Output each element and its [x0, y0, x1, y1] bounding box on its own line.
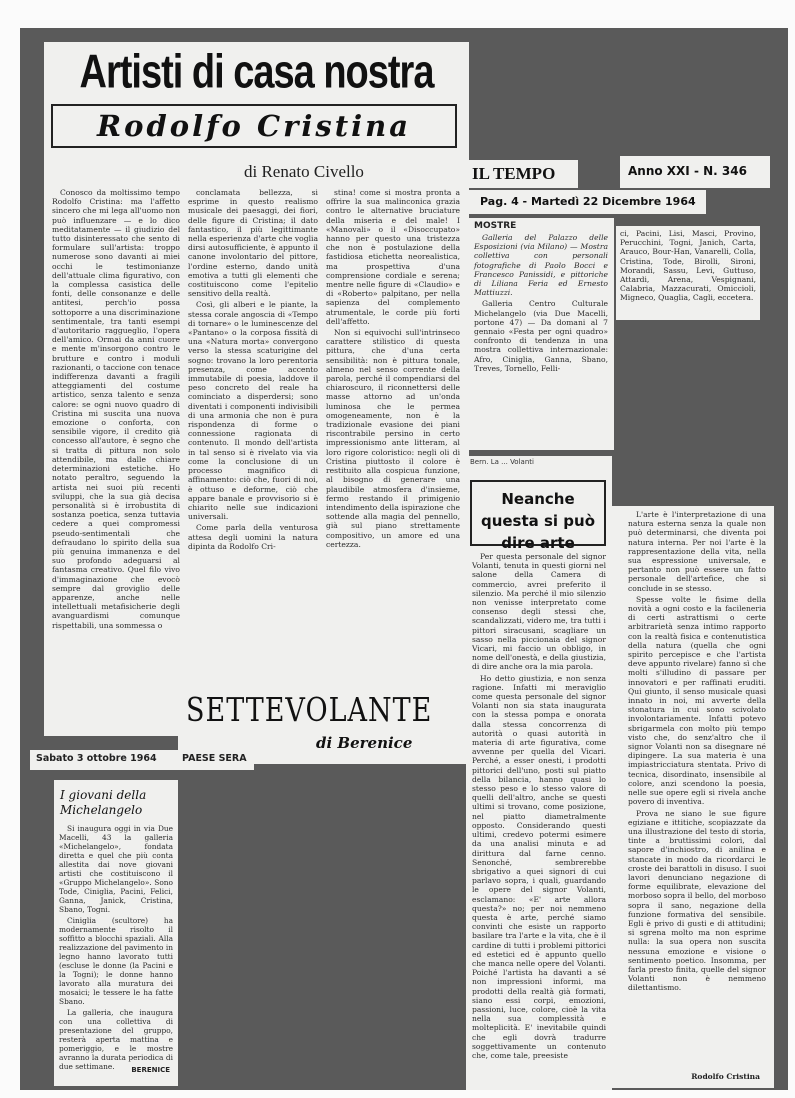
paesesera-signature: BERENICE: [131, 1066, 170, 1074]
tempo-date: Pag. 4 - Martedì 22 Dicembre 1964: [480, 195, 696, 208]
tempo-col1: Galleria del Palazzo delle Esposizioni (via Milano) — Mostra collettiva con personali fotografiche di Paolo Bocci e Francesco Panissidi, e pittoriche di Liliana Feria ed Ernesto Mattiuzzi. Galleria Centro Culturale Michelangelo (via Due Macelli, portone 47) — Da domani al 7 gennaio «Festa per ogni quadro» confronto di tendenza in una mostra collettiva internazionale: Afro, Ciniglia, Ganna, Sbano, Treves, Tornello, Felli-: [474, 233, 608, 373]
right-signature: Rodolfo Cristina: [691, 1072, 760, 1081]
tempo-issue: Anno XXI - N. 346: [628, 164, 747, 178]
right-column-clip: [610, 506, 774, 1088]
right-body: L'arte è l'interpretazione di una natura esterna senza la quale non può determinarsi, che diventa poi natura interna. Per noi l'arte è la rappresentazione della vita, nella sua espressione universale, e pertanto non può essere un fatto personale dell'artefice, che si conclude in se stesso. Spesse volte le fisime della novità a ogni costo e la facileneria di certi astrattismi o certe arbitrarietà senza intimo rapporto con la realtà fisica e contenutistica della natura (quella che ogni spirito percepisce e che l'artista deve appunto rivelare) fanno sì che molti s'illudino di passare per innovatori e per raffinati eruditi. Qui giunto, il senso musicale quasi innato in noi, mi avverte della stonatura in cui sono scivolato involontariamente. Infatti potevo sbrigarmela con molto più tempo visto che, do senz'altro che il signor Volanti non sa disegnare né dipingere. La sua materia è una impiastricciatura stentata. Privo di tecnica, disordinato, insensibile al colore, anzi scendono la poesia, nelle sue opere egli si rivela anche povero di inventiva. Prova ne siano le sue figure egiziane e ittitiche, scopiazzate da una illustrazione del testo di storia, tinte a bruttissimi colori, dal sapore d'inchiostro, di anilina e stancate in modo da ricordarci le croste dei barattoli in disuso. I suoi lavori denunciano negazione di forme equilibrate, elevazione del morboso sopra il bello, del morboso sopra il sano, negazione della funzione formativa del sensibile. Egli è privo di gusti e di attitudini; si sgrena molto ma non esprime nulla: la sua opera non suscita nessuna emozione e visione o sentimento poetico. Insomma, per farla presto finita, quelle del signor Volanti non è nemmeno dilettantismo.: [628, 510, 767, 993]
tempo-issue-strip: [620, 156, 770, 188]
settevolante-byline: di Berenice: [316, 734, 413, 752]
artisti-clipping: [44, 42, 469, 736]
artisti-col1: Conosco da moltissimo tempo Rodolfo Cristina: ma l'affetto sincero che mi lega all'uomo non può influenzare — e lo dico meditatamente — il giudizio del tutto disinteressato che sento di formulare sull'artista: troppo numerose sono davanti ai miei occhi le testimonianze dell'attuale clima figurativo, con la complessa casistica delle fonti, delle consonanze e delle antitesi, perch'io possa sottoporre a una discriminazione sentimentale, tra tanti esempi d'autoritario raggueglio, l'opera dell'amico. Ormai da anni cuore e mente m'insorgono contro le brutture e contro i moduli razionanti, o taccione con tenace indifferenza davanti a fragili atteggiamenti del costume artistico, senza talento e senza calore: se ogni nuovo quadro di Cristina mi suscita una nuova emozione o conforta, con sensibile vigore, il credito già concesso all'autore, è segno che si tratta di pittura non solo attendibile, ma dalle chiare determinazioni estetiche. Ho notato peraltro, seguendo la artista nei suoi più recenti sviluppi, che la sua già decisa personalità si è irrobustita di sostanza poetica, senza tuttavia cedere a quei compromessi pseudo-sentimentali che defraudano lo spirito della sua più genuina immanenza e del suo profondo adeguarsi al fantasma creativo. Quel filo vivo d'immaginazione che evocò sempre dal groviglio delle apparenze, anche nelle intellettuali metafisicherie degli avanguardismi comunque rispettabili, una sommessa o: [52, 188, 180, 630]
tempo-masthead-strip: [468, 160, 578, 188]
neanche-clip: [466, 456, 612, 1090]
subject-name: Rodolfo Cristina: [97, 109, 411, 143]
tempo-col2: ci, Pacini, Lisi, Masci, Provino, Perucchini, Togni, Janich, Carta, Arauco, Bour-Han, Vanarelli, Colla, Cristina, Tode, Birolli, Sironi, Morandi, Sassu, Levi, Guttuso, Attardi, Arena, Vespignani, Calabria, Mazzacurati, Omiccioli, Migneco, Quaglia, Cagli, eccetera.: [620, 229, 756, 303]
subject-box: [51, 104, 457, 148]
paesesera-date: Sabato 3 ottobre 1964: [36, 753, 157, 764]
settevolante-headline: SETTEVOLANTE: [186, 692, 433, 730]
paesesera-masthead: PAESE SERA: [182, 753, 247, 764]
tempo-section: MOSTRE: [474, 221, 517, 231]
artisti-headline: Artisti di casa nostra: [79, 46, 434, 99]
tempo-mostre-clip: [468, 218, 614, 450]
tempo-masthead: IL TEMPO: [472, 164, 556, 183]
byline: di Renato Civello: [244, 162, 364, 181]
tempo-list-clip: [616, 226, 760, 320]
artisti-col2: conclamata bellezza, si esprime in questo realismo musicale dei paesaggi, dei fiori, delle figure di Cristina; il dato fantastico, il più legittimante nella esperienza d'arte che voglia dirsi autosufficiente, è appunto il canone involontario del pittore, l'ordine esterno, dando unità emotiva a tutti gli elementi che costituiscono come l'epitelio sensitivo della realtà. Così, gli alberi e le piante, la stessa corale angoscia di «Tempo di tornare» o le luminescenze del «Pantano» o la corposa fissità di una «Natura morta» convergono verso la stessa scaturigine del sogno: trovano la loro perentoria presenza, come accento immutabile di poesia, laddove il peso concreto del reale ha cominciato a disperdersi; sono diventati i componenti indivisibili di una armonia che non è pura rispondenza di forme o connessione ragionata di contenuto. Il mondo dell'artista in tal senso si è rivelato via via come la conclusione di un processo magnifico di affinamento: ciò che, fuori di noi, è ottuso e deforme, ciò che appare banale e provvisorio si è chiarito nelle sue indicazioni universali. Come parla della venturosa attesa degli uomini la natura dipinta da Rodolfo Cri-: [188, 188, 318, 551]
paesesera-body: Si inaugura oggi in via Due Macelli, 43 la galleria «Michelangelo», fondata diretta e quel che più conta allestita dai nove giovani artisti che costituiscono il «Gruppo Michelangelo». Sono Tode, Ciniglia, Pacini, Felici, Ganna, Janick, Cristina, Sbano, Togni. Ciniglia (scultore) ha modernamente risolto il soffitto a blocchi spaziali. Alla realizzazione del pavimento in legno hanno lavorato tutti (escluse le donne (la Pacini e la Togni); le donne hanno lavorato alla muratura dei mosaici; le tessere le ha fatte Sbano. La galleria, che inaugura con una collettiva di presentazione del gruppo, resterà aperta mattina e pomeriggio, e le mostre avranno la durata periodica di due settimane.: [59, 824, 173, 1071]
collage-board: [20, 28, 788, 1090]
paesesera-headline: I giovani della Michelangelo: [60, 788, 147, 817]
artisti-col3: stina! come si mostra pronta a offrire la sua malinconica grazia contro le alternative bruciature della miseria e del male! I «Manovali» o il «Disoccupato» hanno per questo una tristezza che non è postulazione della fastidiosa etichetta neorealistica, ma prospettiva d'una comprensione cordiale e serena; mentre nelle figure di «Claudio» e di «Roberto» palpitano, per nella sapienza del complemento atrumentale, le corde più forti dell'affetto. Non si equivochi sull'intrinseco carattere stilistico di questa pittura, che d'una certa sensibilità: non è pittura tonale, almeno nel senso corrente della parola, perché il compendiarsi del chiaroscuro, il riconnettersi delle masse attorno ad un'onda luminosa che le permea omogeneamente, non è la tradizionale evasione dei piani riscontrabile persino in certo impressionismo ante litteram, al loro rigore coloristico: negli oli di Cristina piuttosto il colore è restituito alla cospicua funzione, al bisogno di generare una plaudibile atmosfera d'insieme, fermo restando il primigenio intendimento della ispirazione che sottende alla magia del pennello, già sul piano strettamente compositivo, un amore ed una certezza.: [326, 188, 460, 549]
neanche-body: Per questa personale del signor Volanti, tenuta in questi giorni nel salone della Camera di commercio, avrei preferito il silenzio. Ma perché il mio silenzio non venisse interpretato come consenso degli stessi che, scandalizzati, videro me, tra tutti i pittori siracusani, scagliare un sasso nella piccionaia del signor Vicari, mi faccio un obbligo, in nome dell'onestà, e della giustizia, di dire anche ora la mia parola. Ho detto giustizia, e non senza ragione. Infatti mi meraviglio come questa personale del signor Volanti non sia stata inaugurata con la stessa pompa e onorata dalla stessa concorrenza di autorità o quasi autorità in materia di arte figurativa, come avvenne per quella del Vicari. Perché, a esser onesti, i prodotti pittorici dell'uno, posti sul piatto della bilancia, hanno quasi lo stesso peso e lo stesso valore di quelli dell'altro, anche se questi ultimi si trovano, come posizione, nel piatto diametralmente opposto. Considerando questi ultimi, credevo potermi esimere da una analisi minuta e ad dirittura dal farne cenno. Senonché, sembrerebbe sbrigativo a quei signori di cui parlavo sopra, i quali, guardando le opere del signor Volanti, esclamano: «E' arte allora questa?» no; per noi nemmeno questa è arte, perché siamo convinti che esiste un rapporto basilare tra l'arte e la vita, che è il cardine di tutti i problemi pittorici ed estetici ed è appunto quello che manca nelle opere del Volanti. Poiché l'artista ha davanti a sé non impressioni informi, ma prodotti della realtà già formati, siano essi corpi, emozioni, passioni, luce, colore, cioè la vita nella sua complessità e molteplicità. E' inevitabile quindi che egli dovrà tradurre soggettivamente un contenuto che, come tale, preesiste: [472, 552, 606, 1060]
paesesera-clip: [54, 780, 178, 1086]
tempo-date-strip: [468, 190, 706, 214]
neanche-headline-box: [470, 480, 606, 552]
paesesera-dateline-strip: [30, 750, 254, 770]
neanche-kicker: Bern. La ... Volanti: [470, 458, 534, 466]
neanche-headline: Neanche questa si può dire arte: [480, 490, 596, 552]
